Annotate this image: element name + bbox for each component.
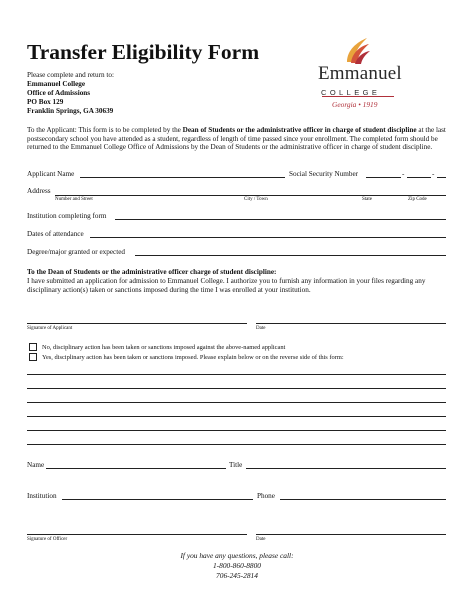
applicant-signature-label: Signature of Applicant [27,326,73,331]
dean-section-heading: To the Dean of Students or the administrative officer charge of student discipline: [27,268,277,276]
ssn-dash: - [402,170,405,178]
officer-phone-field[interactable] [280,499,446,500]
address-line: Office of Admissions [27,89,91,97]
yes-action-label: Yes, disciplinary action has been taken or sanctions imposed. Please explain below or on the reverse side of this form: [42,354,344,361]
dates-field[interactable] [90,237,446,238]
flame-icon [343,36,371,66]
address-sub-street: Number and Street [55,197,93,202]
officer-name-label: Name [27,461,45,469]
logo-sub: COLLEGE [321,88,381,97]
address-line: Emmanuel College [27,80,86,88]
return-intro: Please complete and return to: [27,71,115,79]
address-field[interactable] [55,195,446,196]
officer-name-field[interactable] [46,468,226,469]
authorization-text: I have submitted an application for admission to Emmanuel College. I authorize you to furnish any information in your files regarding any disciplinary action(s) taken or sanctions imposed during the time I was enrolled at your institution. [27,277,426,294]
officer-institution-field[interactable] [62,499,253,500]
logo-name: Emmanuel [318,63,402,84]
officer-title-label: Title [229,461,243,469]
officer-institution-label: Institution [27,492,57,500]
address-line: Franklin Springs, GA 30639 [27,107,114,115]
no-action-checkbox[interactable] [29,343,37,351]
address-label: Address [27,187,51,195]
explanation-line[interactable] [27,388,446,389]
ssn-field-part3[interactable] [437,177,446,178]
explanation-line[interactable] [27,374,446,375]
applicant-name-label: Applicant Name [27,170,75,178]
degree-field[interactable] [135,255,446,256]
officer-date-label: Date [256,537,266,542]
officer-phone-label: Phone [257,492,275,500]
applicant-date-label: Date [256,326,266,331]
yes-action-checkbox[interactable] [29,353,37,361]
institution-field[interactable] [115,219,446,220]
applicant-date-field[interactable] [256,323,446,324]
applicant-instructions: To the Applicant: This form is to be completed by the Dean of Students or the administrative officer in charge of student discipline at the last postsecondary school you have attended as a student, regardless of length of time passed since your enrollment. The completed form should be returned to the Emmanuel College Office of Admissions by the Dean of Students or the administrative officer in charge of student discipline. [27,126,446,152]
address-line: PO Box 129 [27,98,64,106]
address-sub-state: State [362,197,372,202]
officer-signature-label: Signature of Officer [27,537,68,542]
footer-question: If you have any questions, please call: [180,551,294,560]
footer-phone-2: 706-245-2814 [216,571,258,580]
ssn-dash: - [432,170,435,178]
college-logo [318,36,438,96]
address-sub-city: City / Town [244,197,268,202]
address-sub-zip: Zip Code [408,197,427,202]
explanation-line[interactable] [27,402,446,403]
applicant-signature-field[interactable] [27,323,247,324]
no-action-label: No, disciplinary action has been taken or sanctions imposed against the above-named applicant [42,344,286,351]
degree-label: Degree/major granted or expected [27,248,125,256]
form-title: Transfer Eligibility Form [27,40,260,64]
applicant-name-field[interactable] [80,177,285,178]
officer-date-field[interactable] [256,534,446,535]
dates-label: Dates of attendance [27,230,84,238]
ssn-field-part2[interactable] [407,177,431,178]
institution-label: Institution completing form [27,212,107,220]
logo-tagline: Georgia • 1919 [332,100,378,109]
officer-title-field[interactable] [246,468,446,469]
logo-divider [322,96,394,97]
officer-signature-field[interactable] [27,534,247,535]
explanation-line[interactable] [27,416,446,417]
explanation-line[interactable] [27,444,446,445]
explanation-line[interactable] [27,430,446,431]
footer-phone-1: 1-800-860-8800 [212,561,262,570]
ssn-label: Social Security Number [289,170,359,178]
ssn-field-part1[interactable] [366,177,401,178]
